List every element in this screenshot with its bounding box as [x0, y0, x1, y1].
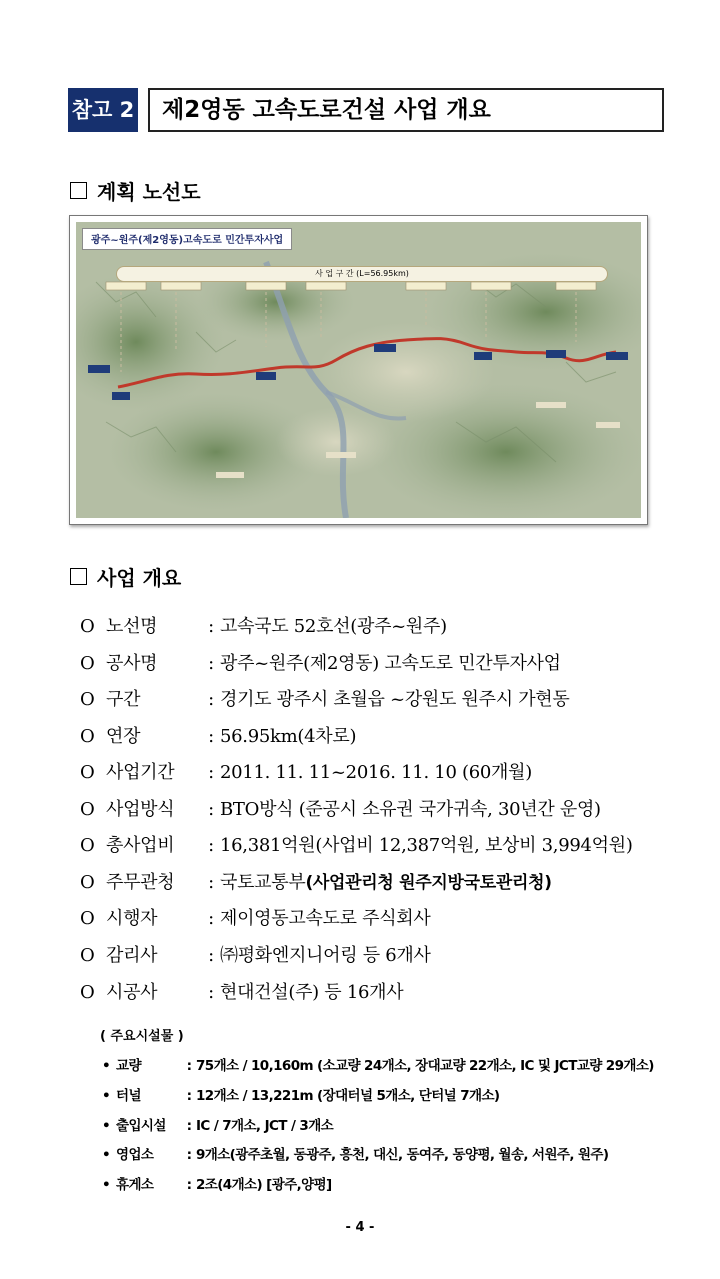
map-title: 광주~원주(제2영동)고속도로 민간투자사업 — [82, 228, 292, 250]
list-item: O 시행자 : 제이영동고속도로 주식회사 — [80, 908, 431, 929]
checkbox-square-icon — [70, 182, 87, 199]
page-number: - 4 - — [345, 1220, 375, 1235]
map-section-band: 사 업 구 간 (L=56.95km) — [116, 266, 608, 282]
section-heading-overview: 사업 개요 — [70, 562, 181, 591]
list-item: O 사업방식 : BTO방식 (준공시 소유권 국가귀속, 30년간 운영) — [80, 799, 601, 820]
list-item: O 구간 : 경기도 광주시 초월읍 ~강원도 원주시 가현동 — [80, 689, 570, 710]
facility-row: • 휴게소 : 2조(4개소) [광주,양평] — [102, 1177, 332, 1193]
facilities-heading: ( 주요시설물 ) — [100, 1029, 184, 1044]
list-item: O 공사명 : 광주~원주(제2영동) 고속도로 민간투자사업 — [80, 653, 561, 674]
list-item: O 사업기간 : 2011. 11. 11~2016. 11. 10 (60개월) — [80, 762, 532, 783]
list-item: O 총사업비 : 16,381억원(사업비 12,387억원, 보상비 3,994억원) — [80, 835, 633, 856]
page-title: 제2영동 고속도로건설 사업 개요 — [148, 88, 664, 132]
list-item: O 시공사 : 현대건설(주) 등 16개사 — [80, 982, 404, 1003]
list-item: O 연장 : 56.95km(4차로) — [80, 726, 357, 747]
facility-row: • 터널 : 12개소 / 13,221m (장대터널 5개소, 단터널 7개소) — [102, 1088, 500, 1104]
reference-tag: 참고 2 — [68, 88, 138, 132]
route-map-image — [76, 222, 641, 518]
facility-row: • 출입시설 : IC / 7개소, JCT / 3개소 — [102, 1118, 334, 1134]
list-item: O 감리사 : ㈜평화엔지니어링 등 6개사 — [80, 945, 431, 966]
section-heading-route-map: 계획 노선도 — [70, 176, 201, 205]
page-header — [68, 88, 652, 132]
route-map-figure — [69, 215, 648, 525]
list-item: O 노선명 : 고속국도 52호선(광주~원주) — [80, 616, 447, 637]
facility-row: • 교량 : 75개소 / 10,160m (소교량 24개소, 장대교량 22개소, IC 및 JCT교량 29개소) — [102, 1058, 654, 1074]
checkbox-square-icon — [70, 568, 87, 585]
facility-row: • 영업소 : 9개소(광주초월, 동광주, 흥천, 대신, 동여주, 동양평, 월송, 서원주, 원주) — [102, 1147, 609, 1163]
list-item: O 주무관청 : 국토교통부(사업관리청 원주지방국토관리청) — [80, 872, 552, 893]
